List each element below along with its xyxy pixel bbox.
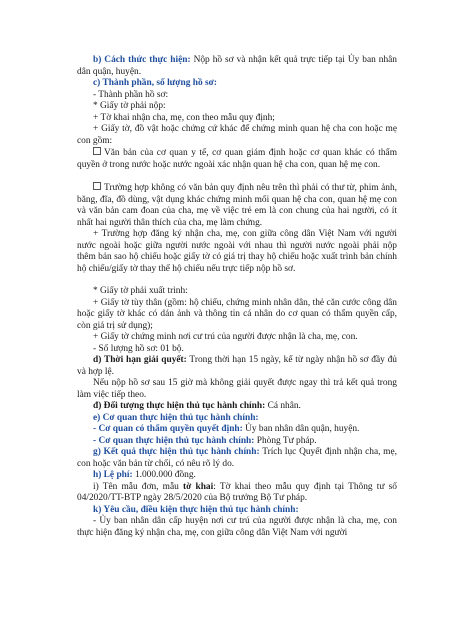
section-b-text: Nộp hồ sơ và nhận kết quả trực tiếp tại Ủy ban nhân dân quận, huyện. — [77, 55, 397, 77]
c-alternative-evidence: Trường hợp không có văn bản quy định nêu trên thì phải có thư từ, phim ảnh, băng, đĩa, đồ dùng, vật dụng khác chứng minh mối quan hệ cha con, quan hệ mẹ con và văn bản cam đoan của cha, mẹ về việc trẻ em là con chung của hai người, có ít nhất hai người thân thích của cha, mẹ làm chứng. — [77, 183, 397, 228]
section-b-title: b) Cách thức thực hiện: — [93, 55, 191, 65]
section-g: g) Kết quả thực hiện thủ tục hành chính: Trích lục Quyết định nhận cha, mẹ, con hoặc văn bản từ chối, có nêu rõ lý do. — [77, 447, 397, 469]
section-dd-title: đ) Đối tượng thực hiện thủ tục hành chính: — [93, 401, 266, 411]
section-c-title: c) Thành phần, số lượng hồ sơ: — [93, 78, 217, 88]
section-k-text: - Ủy ban nhân dân cấp huyện nơi cư trú của người được nhận là cha, mẹ, con thực hiện đăng ký nhận cha, mẹ, con giữa công dân Việt Nam với người — [77, 516, 397, 538]
section-b — [77, 55, 397, 78]
c-quantity: - Số lượng hồ sơ: 01 bộ. — [93, 343, 184, 354]
document-page — [77, 55, 397, 539]
section-i: i) Tên mẫu đơn, mẫu tờ khai: Tờ khai theo mẫu quy định tại Thông tư số 04/2020/TT-BTP ngày 28/5/2020 của Bộ trưởng Bộ Tư pháp. — [77, 481, 397, 503]
section-e-executor: - Cơ quan thực hiện thủ tục hành chính: Phòng Tư pháp. — [93, 435, 317, 446]
section-d-title: d) Thời hạn giải quyết: — [93, 355, 187, 365]
section-e-authority: - Cơ quan có thẩm quyền quyết định: Ủy ban nhân dân quận, huyện. — [93, 424, 360, 434]
c-declaration-form: + Tờ khai nhận cha, mẹ, con theo mẫu quy định; — [93, 112, 275, 123]
section-h: h) Lệ phí: 1.000.000 đồng. — [93, 470, 196, 480]
section-h-title: h) Lệ phí: — [93, 470, 133, 480]
c-evidence: + Giấy tờ, đồ vật hoặc chứng cứ khác để chứng minh quan hệ cha con hoặc mẹ con gồm: — [77, 124, 397, 146]
section-k-title: k) Yêu cầu, điều kiện thực hiện thủ tục hành chính: — [93, 504, 299, 515]
section-g-title: g) Kết quả thực hiện thủ tục hành chính: — [93, 447, 260, 457]
c-foreigner-case: + Trường hợp đăng ký nhận cha, mẹ, con giữa công dân Việt Nam với người nước ngoài hoặc giữa người nước ngoài với nhau thì người nước ngoài phải nộp thêm bản sao hộ chiếu hoặc giấy tờ có giá trị thay hộ chiếu hoặc xuất trình bản chính hộ chiếu/giấy tờ thay thế hộ chiếu nếu trực tiếp nộp hồ sơ. — [77, 229, 397, 274]
c-required-docs: * Giấy tờ phải nộp: — [93, 101, 166, 111]
c-components: - Thành phần hồ sơ: — [93, 89, 169, 100]
checkbox-icon — [93, 147, 101, 155]
c-medical-doc: Văn bản của cơ quan y tế, cơ quan giám định hoặc cơ quan khác có thẩm quyền ở trong nước hoặc nước ngoài xác nhận quan hệ cha con, quan hệ mẹ con. — [77, 148, 397, 170]
section-d: d) Thời hạn giải quyết: Trong thời hạn 15 ngày, kể từ ngày nhận hồ sơ đầy đủ và hợp lệ. — [77, 355, 397, 377]
checkbox-icon — [93, 182, 101, 190]
c-present-docs: * Giấy tờ phải xuất trình: — [93, 286, 188, 296]
section-dd: đ) Đối tượng thực hiện thủ tục hành chính: Cá nhân. — [93, 401, 301, 411]
section-d-note: Nếu nộp hồ sơ sau 15 giờ mà không giải quyết được ngay thì trả kết quả trong làm việc tiếp theo. — [77, 378, 397, 400]
c-identity-papers: + Giấy tờ tùy thân (gồm: hộ chiếu, chứng minh nhân dân, thẻ căn cước công dân hoặc giấy tờ khác có dán ảnh và thông tin cá nhân do cơ quan có thẩm quyền cấp, còn giá trị sử dụng); — [77, 297, 397, 331]
c-residence-proof: + Giấy tờ chứng minh nơi cư trú của người được nhận là cha, mẹ, con. — [93, 332, 358, 342]
section-e-title: e) Cơ quan thực hiện thủ tục hành chính: — [93, 412, 259, 423]
